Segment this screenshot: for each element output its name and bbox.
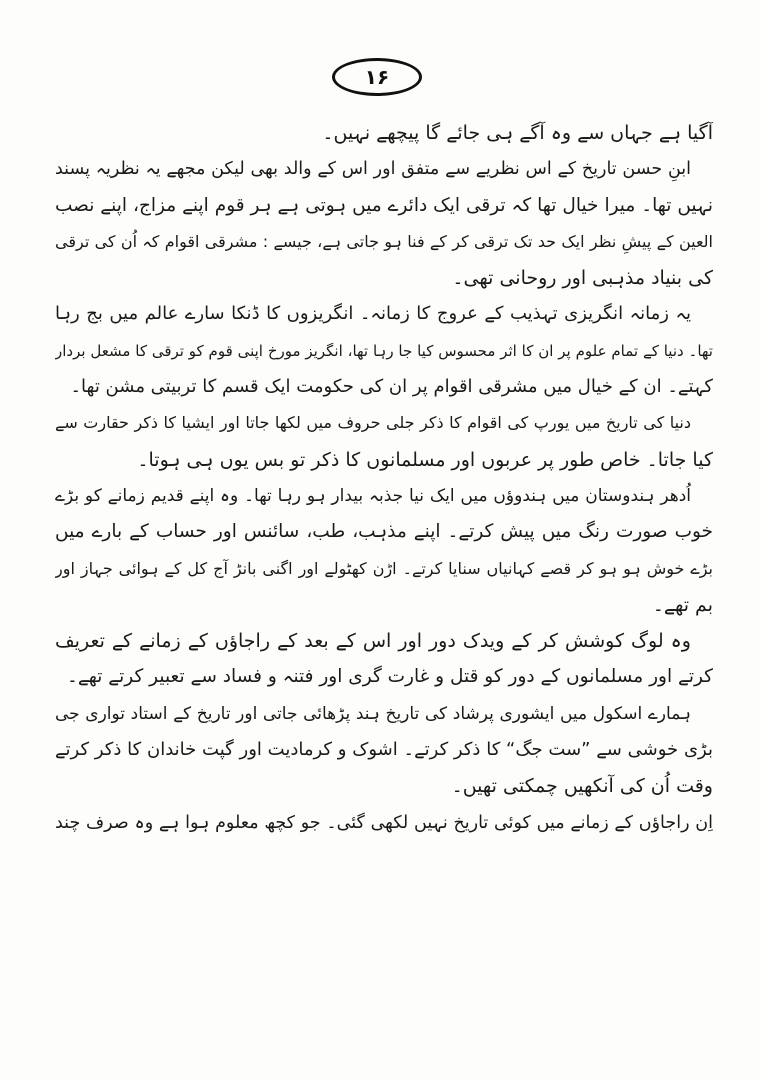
- text-line: کرتے اور مسلمانوں کے دور کو قتل و غارت گری اور فتنہ و فساد سے تعبیر کرتے تھے۔: [67, 666, 713, 688]
- text-line: دنیا کی تاریخ میں یورپ کی اقوام کا ذکر جلی حروف میں لکھا جاتا اور ایشیا کا ذکر حقارت سے: [55, 413, 691, 433]
- text-line: ہمارے اسکول میں ایشوری پرشاد کی تاریخ ہند پڑھائی جاتی اور تاریخ کے استاد تواری جی: [55, 703, 691, 724]
- body-text: [55, 115, 713, 841]
- text-line: العین کے پیشِ نظر ایک حد تک ترقی کر کے فنا ہو جاتی ہے، جیسے : مشرقی اقوام کہ اُن کی ترقی: [55, 231, 713, 251]
- text-line: اُدھر ہندوستان میں ہندوؤں میں ایک نیا جذبہ بیدار ہو رہا تھا۔ وہ اپنے قدیم زمانے کو بڑے: [55, 485, 691, 506]
- text-line: ابنِ حسن تاریخ کے اس نظریے سے متفق اور اس کے والد بھی لیکن مجھے یہ نظریہ پسند: [55, 159, 691, 180]
- text-line: وہ لوگ کوشش کر کے ویدک دور اور اس کے بعد کے راجاؤں کے زمانے کے تعریف: [55, 630, 691, 653]
- text-line: نہیں تھا۔ میرا خیال تھا کہ ترقی ایک دائرے میں ہوتی ہے ہر قوم اپنے مزاج، اپنے نصب: [55, 194, 713, 216]
- text-line: کی بنیاد مذہبی اور روحانی تھی۔: [452, 267, 713, 290]
- text-line: بڑے خوش ہو ہو کر قصے کہانیاں سنایا کرتے۔ اڑن کھٹولے اور اگنی بانڑ آج کل کے ہوائی جہاز اور: [55, 558, 713, 578]
- page-number: ۱۶: [364, 65, 390, 89]
- text-line: اِن راجاؤں کے زمانے میں کوئی تاریخ نہیں لکھی گئی۔ جو کچھ معلوم ہوا ہے وہ صرف چند: [55, 812, 713, 833]
- text-line: بڑی خوشی سے ”ست جگ“ کا ذکر کرتے۔ اشوک و کرمادیت اور گپت خاندان کا ذکر کرتے: [55, 739, 713, 761]
- text-line: یہ زمانہ انگریزی تہذیب کے عروج کا زمانہ۔ انگریزوں کا ڈنکا سارے عالم میں بج رہا: [55, 303, 691, 325]
- text-line: خوب صورت رنگ میں پیش کرتے۔ اپنے مذہب، طب، سائنس اور حساب کے بارے میں: [55, 521, 713, 543]
- text-line: تھا۔ دنیا کے تمام علوم پر ان کا اثر محسوس کیا جا رہا تھا، انگریز مورخ اپنی قوم کو ترقی کا مشعل بردار: [55, 341, 713, 360]
- text-line: کہتے۔ ان کے خیال میں مشرقی اقوام پر ان کی حکومت ایک قسم کا تربیتی مشن تھا۔: [70, 376, 713, 398]
- text-line: بم تھے۔: [652, 593, 713, 616]
- text-line: وقت اُن کی آنکھیں چمکتی تھیں۔: [451, 775, 713, 798]
- text-line: آگیا ہے جہاں سے وہ آگے ہی جائے گا پیچھے نہیں۔: [322, 122, 713, 144]
- page-number-badge: [332, 58, 422, 96]
- text-line: کیا جاتا۔ خاص طور پر عربوں اور مسلمانوں کا ذکر تو بس یوں ہی ہوتا۔: [137, 448, 713, 471]
